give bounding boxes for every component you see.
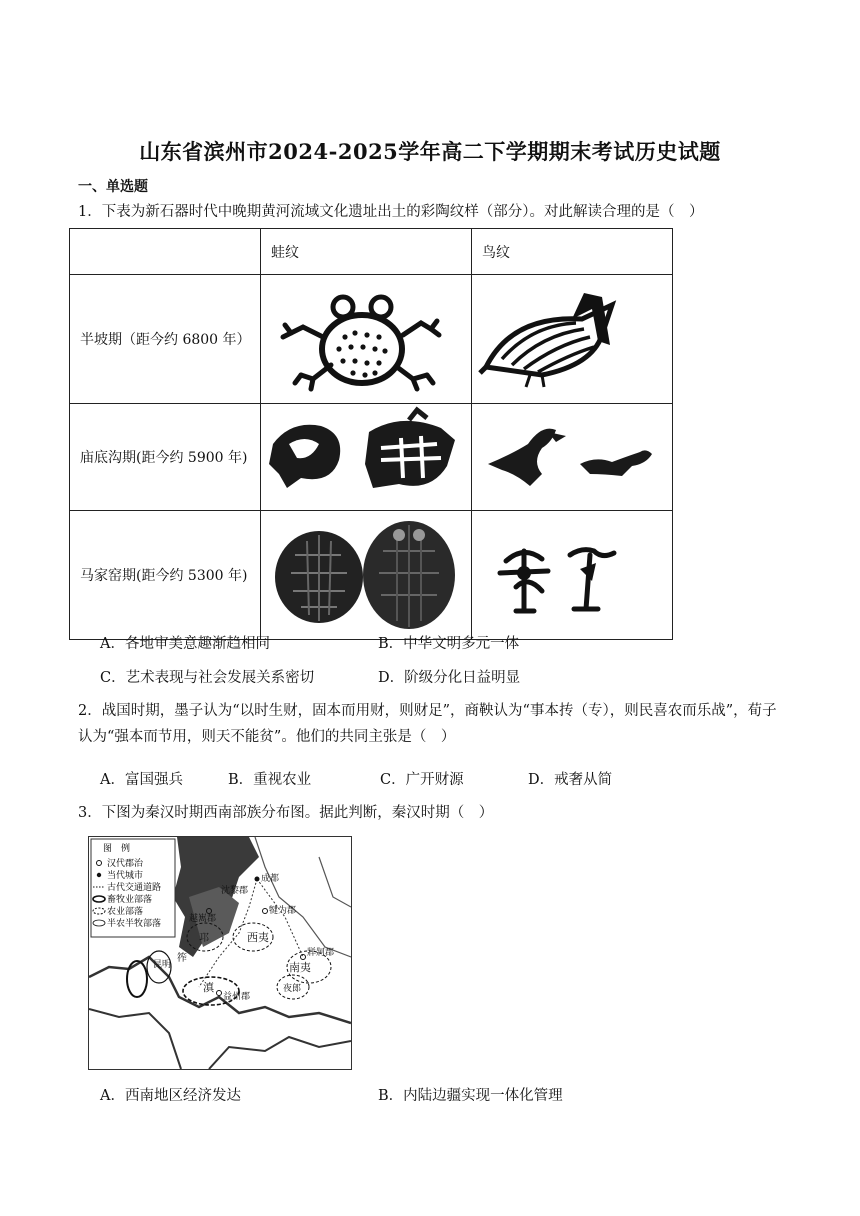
- option-d[interactable]: D．阶级分化日益明显: [378, 670, 521, 686]
- frog-pattern-miaodigou: [261, 404, 472, 511]
- frog-pattern-image: [261, 275, 471, 399]
- map-label: 西夷: [247, 931, 269, 944]
- option-c[interactable]: C．广开财源: [380, 772, 464, 788]
- pottery-pattern-table: [69, 228, 673, 640]
- table-row-label: 庙底沟期(距今约 5900 年): [70, 404, 261, 511]
- map-label: 越嶲郡: [189, 914, 217, 924]
- map-label: 邛: [199, 933, 209, 944]
- question-2-stem: 2．战国时期，墨子认为“以时生财，固本而用财，则财足”，商鞅认为“事本抟（专），则民喜农而乐战”，荀子认为“强本而节用，则天不能贫”。他们的共同主张是（ ）: [78, 703, 777, 745]
- bird-pattern-banpo: [472, 275, 673, 404]
- map-label: 犍为郡: [269, 906, 297, 916]
- map-label: 南夷: [289, 961, 311, 974]
- map-image: [89, 837, 351, 1069]
- map-label: 牂牁郡: [307, 948, 335, 958]
- bird-pattern-image: [472, 275, 672, 399]
- map-label: 昆明: [153, 960, 172, 970]
- map-label: 筰: [177, 953, 187, 964]
- bird-pattern-image: [472, 511, 672, 635]
- legend-item: 当代城市: [107, 871, 144, 881]
- bird-pattern-image: [472, 404, 672, 506]
- map-label: 益州郡: [223, 992, 251, 1002]
- map-label: 夜郎: [283, 984, 302, 994]
- legend-item: 古代交通道路: [107, 883, 162, 893]
- legend-title: 图 例: [103, 844, 131, 854]
- section-heading: 一、单选题: [78, 179, 148, 195]
- legend-item: 畜牧业部落: [107, 895, 153, 905]
- southwest-tribes-map: [88, 836, 352, 1070]
- question-3-stem: 3．下图为秦汉时期西南部族分布图。据此判断，秦汉时期（ ）: [78, 805, 494, 821]
- map-label: 成都: [261, 874, 280, 884]
- table-header-bird: 鸟纹: [472, 229, 673, 275]
- option-a[interactable]: A．富国强兵: [100, 772, 183, 788]
- frog-pattern-image: [261, 511, 471, 635]
- option-b[interactable]: B．中华文明多元一体: [378, 636, 520, 652]
- page-title: 山东省滨州市2024-2025学年高二下学期期末考试历史试题: [139, 139, 721, 164]
- table-row-label: 半坡期（距今约 6800 年）: [70, 275, 261, 404]
- legend-item: 农业部落: [107, 907, 144, 917]
- bird-pattern-miaodigou: [472, 404, 673, 511]
- frog-pattern-banpo: [261, 275, 472, 404]
- option-b[interactable]: B．重视农业: [228, 772, 312, 788]
- option-c[interactable]: C．艺术表现与社会发展关系密切: [100, 670, 315, 686]
- option-b[interactable]: B．内陆边疆实现一体化管理: [378, 1088, 563, 1104]
- map-label: 沈黎郡: [221, 886, 249, 896]
- frog-pattern-majiayao: [261, 511, 472, 640]
- question-1-stem: 1．下表为新石器时代中晚期黄河流域文化遗址出土的彩陶纹样（部分）。对此解读合理的是（ ）: [78, 204, 704, 220]
- option-a[interactable]: A．各地审美意趣渐趋相同: [100, 636, 270, 652]
- table-header-frog: 蛙纹: [261, 229, 472, 275]
- table-row-label: 马家窑期(距今约 5300 年): [70, 511, 261, 640]
- table-header-empty: [70, 229, 261, 275]
- option-a[interactable]: A．西南地区经济发达: [100, 1088, 241, 1104]
- frog-pattern-image: [261, 404, 471, 506]
- legend-item: 半农半牧部落: [107, 919, 162, 929]
- bird-pattern-majiayao: [472, 511, 673, 640]
- map-label: 滇: [203, 981, 214, 994]
- legend-item: 汉代郡治: [107, 859, 144, 869]
- option-d[interactable]: D．戒奢从简: [528, 772, 613, 788]
